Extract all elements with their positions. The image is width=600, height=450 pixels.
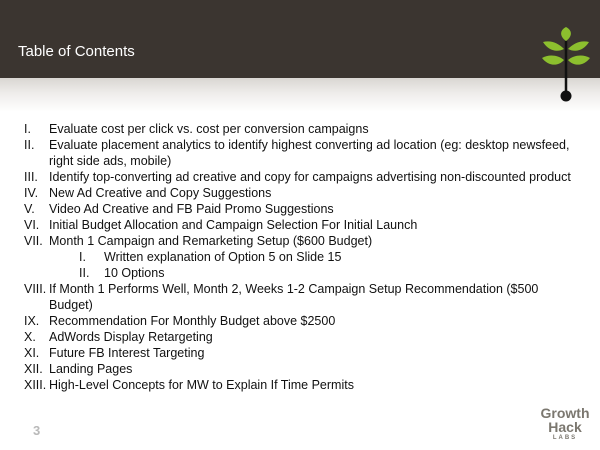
toc-item — [24, 345, 584, 361]
toc-item-text: Evaluate cost per click vs. cost per conversion campaigns — [49, 122, 369, 136]
toc-subitem-number: I. — [79, 250, 86, 264]
toc-item-number: I. — [24, 122, 31, 136]
toc-item — [24, 281, 584, 313]
toc-subitem — [49, 265, 584, 281]
toc-item — [24, 121, 584, 137]
toc-item-number: III. — [24, 170, 38, 184]
toc-item-number: VIII. — [24, 282, 47, 296]
toc-item — [24, 361, 584, 377]
table-of-contents — [24, 121, 584, 393]
brand-line-2: Hack — [548, 419, 582, 435]
toc-item-text: High-Level Concepts for MW to Explain If Time Permits — [49, 378, 354, 392]
toc-item-text: Recommendation For Monthly Budget above $2500 — [49, 314, 336, 328]
sprout-logo-icon — [538, 27, 594, 105]
toc-item — [24, 313, 584, 329]
toc-item — [24, 233, 584, 281]
header-fade — [0, 78, 600, 112]
toc-item-number: II. — [24, 138, 35, 152]
toc-item-number: XII. — [24, 362, 43, 376]
toc-item-text: Initial Budget Allocation and Campaign Selection For Initial Launch — [49, 218, 418, 232]
toc-item — [24, 185, 584, 201]
toc-item-text: AdWords Display Retargeting — [49, 330, 213, 344]
toc-item-text: Evaluate placement analytics to identify highest converting ad location (eg: desktop newsfeed, right side ads, mobile) — [49, 138, 570, 168]
toc-item-number: IV. — [24, 186, 39, 200]
toc-subitem-number: II. — [79, 266, 90, 280]
toc-item-number: VI. — [24, 218, 40, 232]
toc-item-text: Month 1 Campaign and Remarketing Setup ($600 Budget) — [49, 234, 373, 248]
toc-item-number: XI. — [24, 346, 40, 360]
page-number: 3 — [33, 423, 41, 438]
toc-item — [24, 377, 584, 393]
toc-subitem — [49, 249, 584, 265]
toc-item-text: Video Ad Creative and FB Paid Promo Suggestions — [49, 202, 334, 216]
toc-item-number: IX. — [24, 314, 40, 328]
toc-item — [24, 217, 584, 233]
toc-item-text: Future FB Interest Targeting — [49, 346, 205, 360]
toc-item — [24, 137, 584, 169]
toc-item-text: If Month 1 Performs Well, Month 2, Weeks 1-2 Campaign Setup Recommendation ($500 Budget) — [49, 282, 539, 312]
toc-subitem-text: Written explanation of Option 5 on Slide 15 — [104, 250, 342, 264]
toc-subitem-text: 10 Options — [104, 266, 165, 280]
toc-item-text: New Ad Creative and Copy Suggestions — [49, 186, 272, 200]
slide-title: Table of Contents — [18, 43, 135, 60]
toc-item — [24, 201, 584, 217]
toc-item-text: Identify top-converting ad creative and copy for campaigns advertising non-discounted product — [49, 170, 571, 184]
growth-hack-labs-logo — [537, 406, 593, 442]
toc-item — [24, 329, 584, 345]
toc-item-number: XIII. — [24, 378, 47, 392]
slide-header — [0, 0, 600, 78]
toc-sublist — [49, 249, 584, 281]
brand-line-3: LABS — [552, 435, 578, 441]
brand-line-1: Growth — [540, 405, 590, 421]
toc-item-number: V. — [24, 202, 35, 216]
toc-item-number: X. — [24, 330, 36, 344]
toc-item-number: VII. — [24, 234, 43, 248]
toc-item — [24, 169, 584, 185]
toc-item-text: Landing Pages — [49, 362, 133, 376]
